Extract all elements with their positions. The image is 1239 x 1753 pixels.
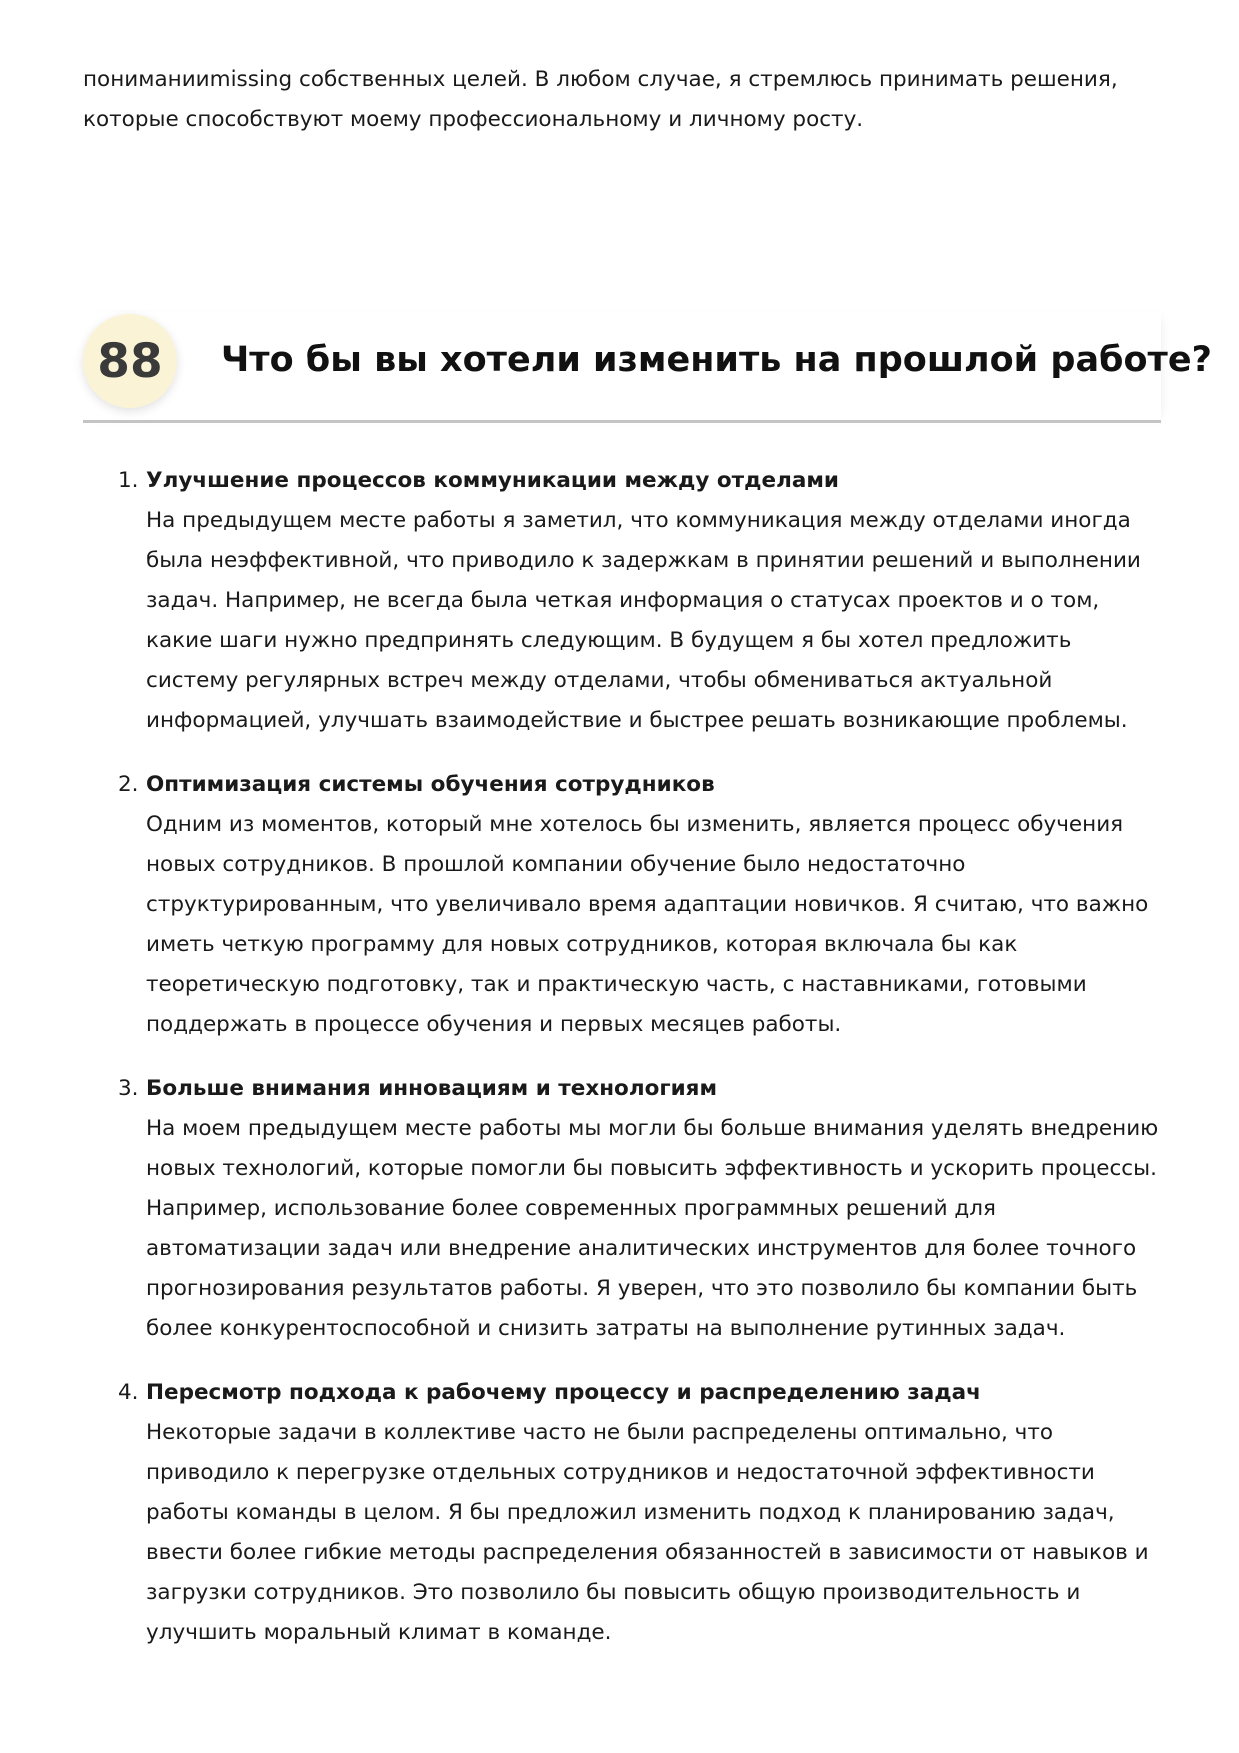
answer-text: Некоторые задачи в коллективе часто не были распределены оптимально, что приводило к перегрузке отдельных сотрудников и недостаточной эффективности работы команды в целом. Я бы предложил изменить подход к планированию задач, ввести более гибкие методы распределения обязанностей в зависимости от навыков и загрузки сотрудников. Это позволило бы повысить общую производительность и улучшить моральный климат в команде.: [146, 1420, 1149, 1645]
answer-heading: Больше внимания инновациям и технологиям: [146, 1076, 718, 1101]
answer-number: 3.: [118, 1076, 139, 1101]
answer-text: Одним из моментов, который мне хотелось бы изменить, является процесс обучения новых сотрудников. В прошлой компании обучение было недостаточно структурированным, что увеличивало время адаптации новичков. Я считаю, что важно иметь четкую программу для новых сотрудников, которая включала бы как теоретическую подготовку, так и практическую часть, с наставниками, готовыми поддержать в процессе обучения и первых месяцев работы.: [146, 812, 1149, 1037]
question-title: Что бы вы хотели изменить на прошлой работе?: [221, 340, 1212, 380]
answer-item: [115, 1373, 1165, 1653]
answer-text: На моем предыдущем месте работы мы могли бы больше внимания уделять внедрению новых технологий, которые помогли бы повысить эффективность и ускорить процессы. Например, использование более современных программных решений для автоматизации задач или внедрение аналитических инструментов для более точного прогнозирования результатов работы. Я уверен, что это позволило бы компании быть более конкурентоспособной и снизить затраты на выполнение рутинных задач.: [146, 1116, 1159, 1341]
question-header: [83, 312, 1212, 423]
answer-item: [115, 1069, 1165, 1349]
intro-paragraph: пониманииmissing собственных целей. В любом случае, я стремлюсь принимать решения, которые способствуют моему профессиональному и личному росту.: [83, 67, 1118, 132]
answer-item: [115, 765, 1165, 1045]
answer-text: На предыдущем месте работы я заметил, что коммуникация между отделами иногда была неэффективной, что приводило к задержкам в принятии решений и выполнении задач. Например, не всегда была четкая информация о статусах проектов и о том, какие шаги нужно предпринять следующим. В будущем я бы хотел предложить систему регулярных встреч между отделами, чтобы обмениваться актуальной информацией, улучшать взаимодействие и быстрее решать возникающие проблемы.: [146, 508, 1141, 733]
answer-number: 1.: [118, 468, 139, 493]
question-number-badge: 88: [83, 314, 177, 408]
answer-heading: Оптимизация системы обучения сотрудников: [146, 772, 715, 797]
answer-heading: Улучшение процессов коммуникации между отделами: [146, 468, 839, 493]
answer-heading: Пересмотр подхода к рабочему процессу и распределению задач: [146, 1380, 981, 1405]
answer-list: [115, 461, 1165, 1677]
answer-item: [115, 461, 1165, 741]
answer-number: 2.: [118, 772, 139, 797]
answer-number: 4.: [118, 1380, 139, 1405]
